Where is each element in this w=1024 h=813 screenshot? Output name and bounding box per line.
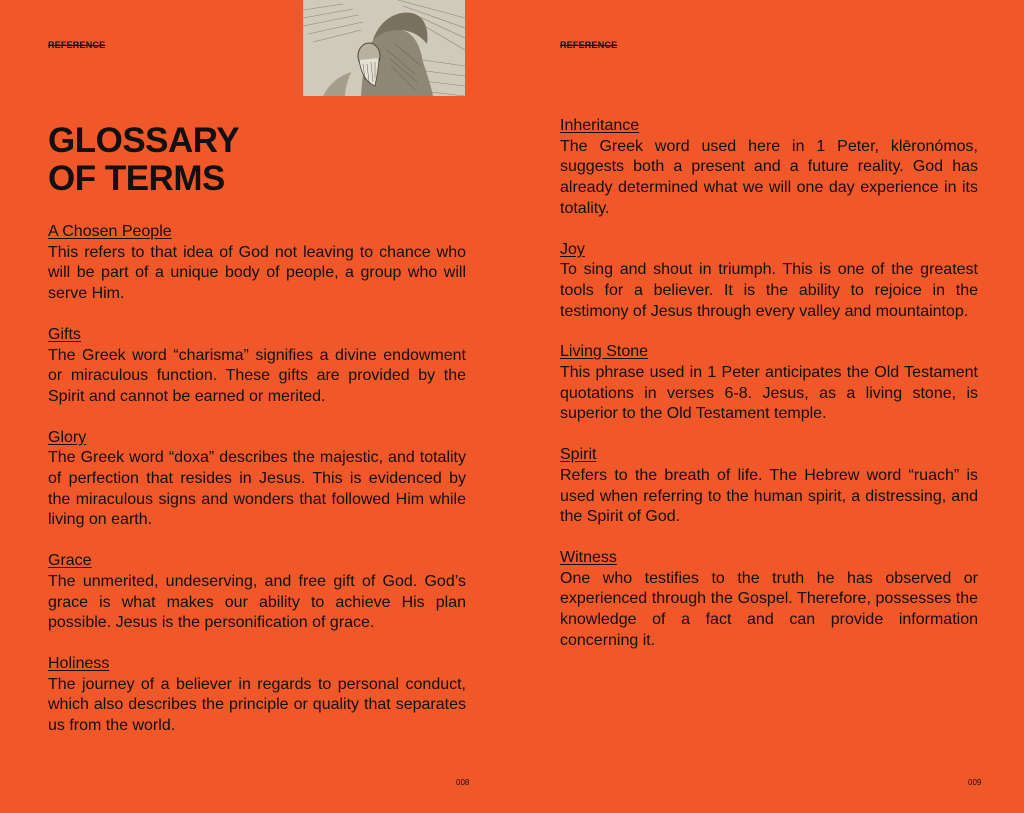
entry-term: Inheritance (560, 117, 640, 134)
glossary-entry (48, 551, 466, 634)
glossary-entry (560, 548, 978, 652)
glossary-entry (560, 116, 978, 220)
entry-definition: The journey of a believer in regards to personal conduct, which also describes the principle or quality that separates us from the world. (48, 675, 466, 735)
entry-definition: One who testifies to the truth he has observed or experienced through the Gospel. Therefore, possesses the knowledge of a fact and can provide information concerning it. (560, 569, 978, 649)
entry-definition: The Greek word “doxa” describes the majestic, and totality of perfection that resides in Jesus. This is evidenced by the miraculous signs and wonders that followed Him while living on earth. (48, 449, 466, 529)
entry-definition: The unmerited, undeserving, and free gift of God. God’s grace is what makes our ability to achieve His plan possible. Jesus is the personification of grace. (48, 572, 466, 632)
entry-definition: Refers to the breath of life. The Hebrew word “ruach” is used when referring to the human spirit, a distressing, and the Spirit of God. (560, 466, 978, 526)
entry-term: Grace (48, 552, 92, 570)
page-number-right: 009 (968, 778, 982, 787)
glossary-entry (48, 654, 466, 737)
entry-term: Living Stone (560, 343, 649, 361)
right-page (512, 0, 1024, 813)
entry-term: Holiness (48, 654, 110, 672)
page-title (48, 122, 468, 198)
glossary-entry (560, 342, 978, 425)
entry-definition: The Greek word “charisma” signifies a divine endowment or miraculous function. These gifts are provided by the Spirit and cannot be earned or merited. (48, 346, 466, 405)
entry-definition: This refers to that idea of God not leaving to chance who will be part of a unique body of people, a group who will serve Him. (48, 243, 466, 303)
glossary-entries-left (48, 222, 466, 757)
title-line-2: OF TERMS (48, 159, 225, 198)
entry-term: Witness (560, 548, 617, 566)
entry-term: A Chosen People (48, 223, 172, 240)
glossary-entry (48, 428, 466, 532)
glossary-entry (560, 240, 978, 323)
engraving-illustration (303, 0, 465, 96)
glossary-entry (560, 445, 978, 528)
entry-definition: To sing and shout in triumph. This is one of the greatest tools for a believer. It is the ability to rejoice in the testimony of Jesus through every valley and mountaintop. (560, 261, 978, 320)
entry-definition: This phrase used in 1 Peter anticipates the Old Testament quotations in verses 6-8. Jesus, as a living stone, is superior to the Old Testament temple. (560, 364, 978, 423)
page-number-left: 008 (456, 778, 470, 787)
entry-definition: The Greek word used here in 1 Peter, klēronómos, suggests both a present and a future reality. God has already determined what we will one day experience in its totality. (560, 137, 978, 217)
running-head-right: REFERENCE (560, 40, 618, 50)
entry-term: Joy (560, 240, 585, 258)
entry-term: Spirit (560, 446, 597, 464)
glossary-entries-right (560, 116, 978, 671)
title-line-1: GLOSSARY (48, 121, 240, 160)
glossary-entry (48, 222, 466, 305)
glossary-entry (48, 325, 466, 408)
running-head-left: REFERENCE (48, 40, 106, 50)
entry-term: Gifts (48, 325, 81, 343)
entry-term: Glory (48, 428, 87, 446)
